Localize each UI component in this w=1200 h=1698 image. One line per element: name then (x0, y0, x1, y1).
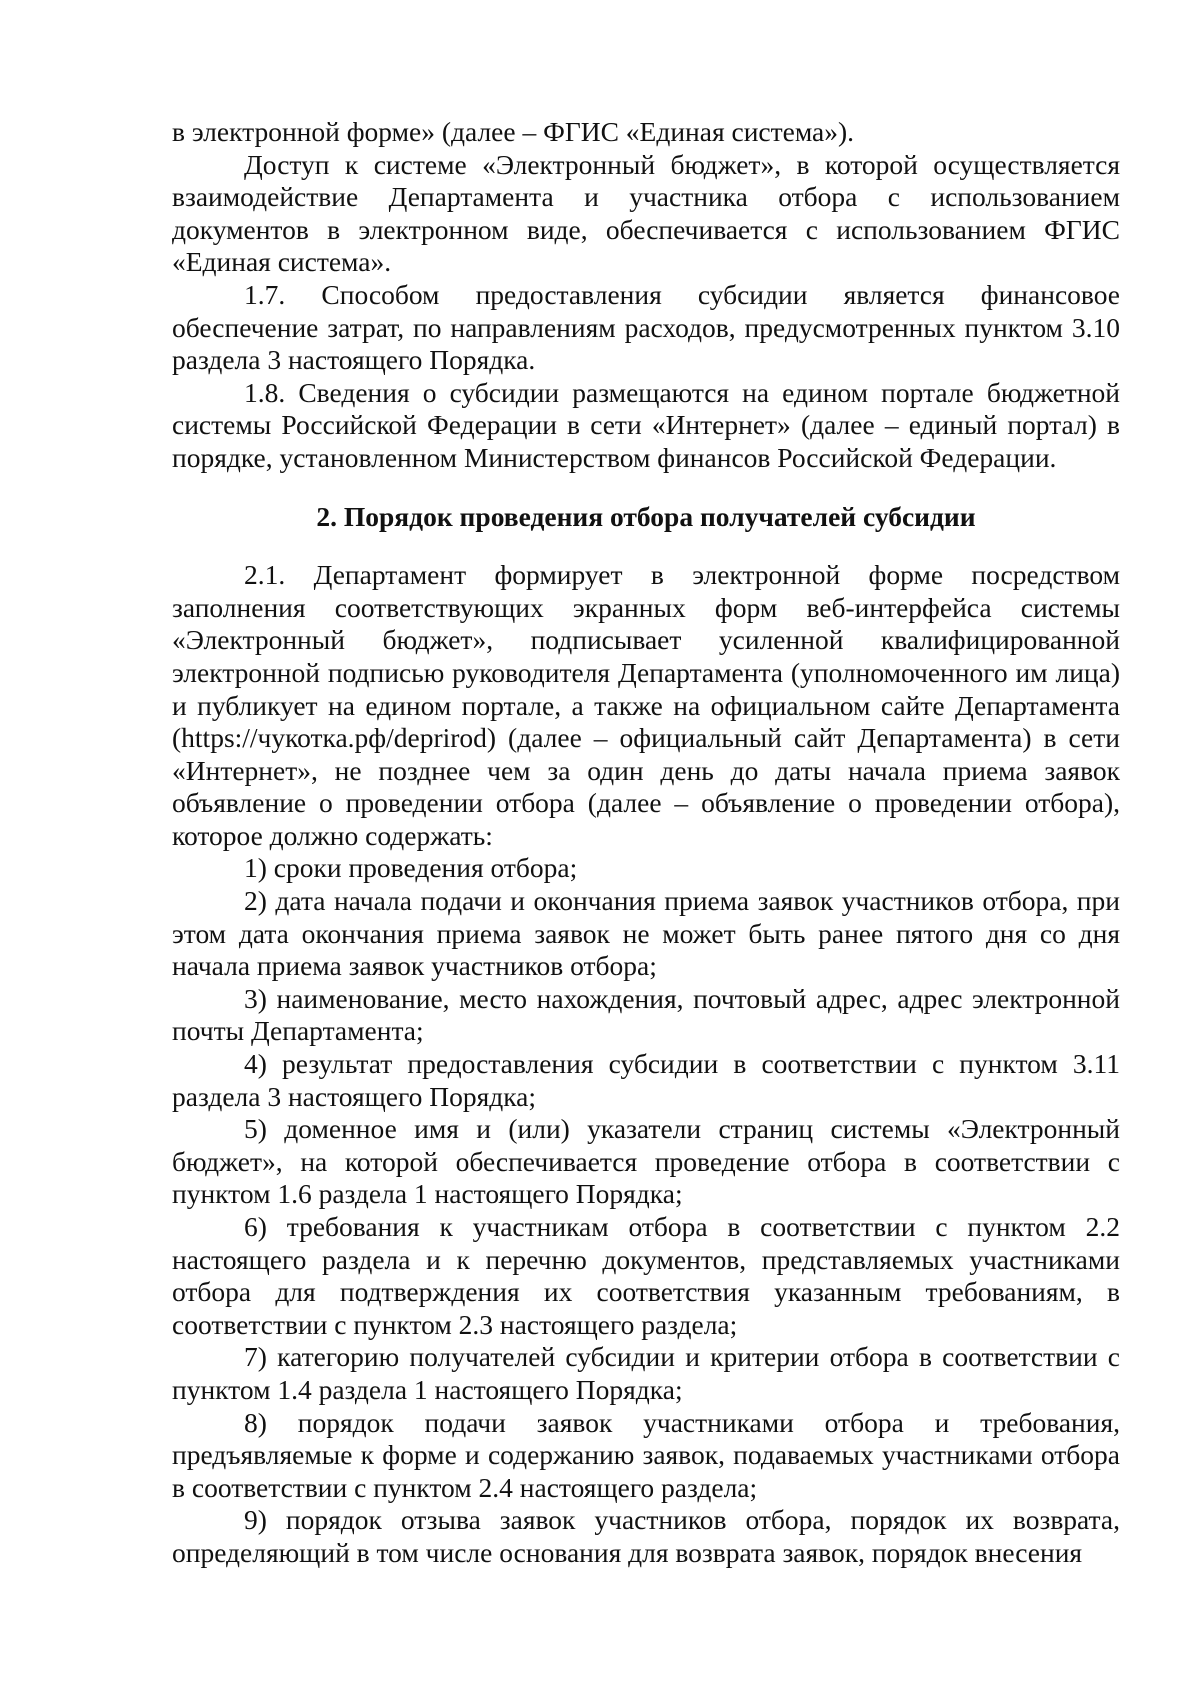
paragraph-continuation: в электронной форме» (далее – ФГИС «Единая система»). (172, 116, 855, 147)
paragraph-2-1: 2.1. Департамент формирует в электронной форме посредством заполнения соответствующих экранных форм веб-интерфейса системы «Электронный бюджет», подписывает усиленной квалифицированной электронной подписью руководителя Департамента (уполномоченного им лица) и публикует на едином портале, а также на официальном сайте Департамента (https://чукотка.рф/deprirod) (далее – официальный сайт Департамента) в сети «Интернет», не позднее чем за один день до даты начала приема заявок объявление о проведении отбора (далее – объявление о проведении отбора), которое должно содержать: (172, 559, 1120, 851)
list-item-1: 1) сроки проведения отбора; (244, 852, 578, 884)
list-item-9: 9) порядок отзыва заявок участников отбора, порядок их возврата, определяющий в том числе основания для возврата заявок, порядок внесения (172, 1504, 1120, 1568)
list-item-3: 3) наименование, место нахождения, почтовый адрес, адрес электронной почты Департамента; (172, 982, 1120, 1047)
paragraph-access-system: Доступ к системе «Электронный бюджет», в которой осуществляется взаимодействие Департамента и участника отбора с использованием документов в электронном виде, обеспечивается с использованием ФГИС «Единая система». (172, 148, 1120, 278)
list-item-8: 8) порядок подачи заявок участниками отбора и требования, предъявляемые к форме и содержанию заявок, подаваемых участниками отбора в соответствии с пунктом 2.4 настоящего раздела; (172, 1406, 1120, 1503)
list-item-5: 5) доменное имя и (или) указатели страниц системы «Электронный бюджет», на которой обеспечивается проведение отбора в соответствии с пунктом 1.6 раздела 1 настоящего Порядка; (172, 1113, 1120, 1210)
list-item-7: 7) категорию получателей субсидии и критерии отбора в соответствии с пунктом 1.4 раздела 1 настоящего Порядка; (172, 1341, 1120, 1405)
paragraph-1-8: 1.8. Сведения о субсидии размещаются на едином портале бюджетной системы Российской Федерации в сети «Интернет» (далее – единый портал) в порядке, установленном Министерством финансов Российской Федерации. (172, 376, 1120, 473)
document-body (172, 116, 1120, 1570)
list-item-4: 4) результат предоставления субсидии в соответствии с пунктом 3.11 раздела 3 настоящего Порядка; (172, 1048, 1120, 1112)
section-heading: 2. Порядок проведения отбора получателей субсидии (316, 500, 976, 532)
list-item-6: 6) требования к участникам отбора в соответствии с пунктом 2.2 настоящего раздела и к перечню документов, представляемых участниками отбора для подтверждения их соответствия указанным требованиям, в соответствии с пунктом 2.3 настоящего раздела; (172, 1211, 1120, 1340)
list-item-2: 2) дата начала подачи и окончания приема заявок участников отбора, при этом дата окончания приема заявок не может быть ранее пятого дня со дня начала приема заявок участников отбора; (172, 885, 1120, 982)
paragraph-1-7: 1.7. Способом предоставления субсидии является финансовое обеспечение затрат, по направлениям расходов, предусмотренных пунктом 3.10 раздела 3 настоящего Порядка. (172, 278, 1120, 376)
